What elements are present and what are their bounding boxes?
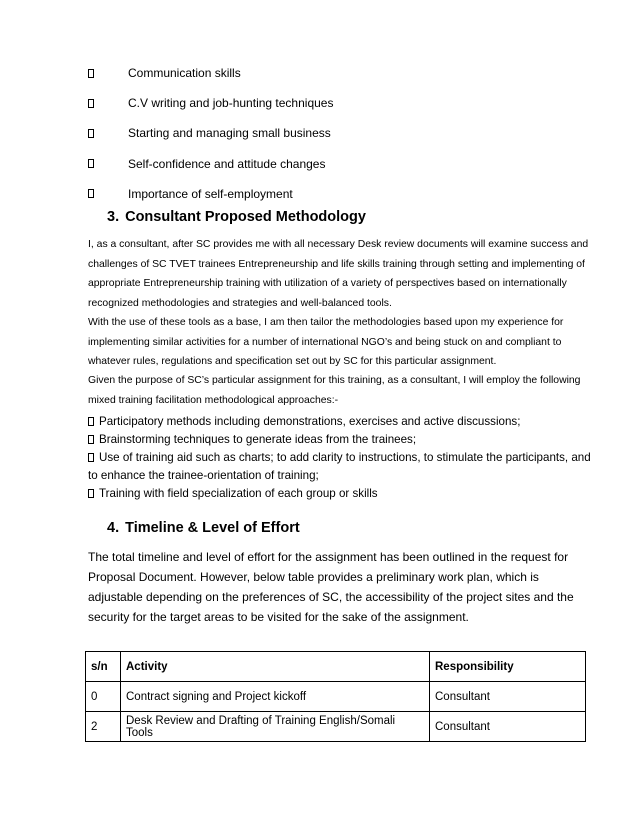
- list-item: [88, 88, 588, 118]
- cell-activity: Contract signing and Project kickoff: [121, 682, 430, 712]
- skill-text: C.V writing and job-hunting techniques: [128, 96, 334, 111]
- section-number: 4.: [107, 520, 120, 536]
- skill-text: Starting and managing small business: [128, 126, 331, 141]
- missing-glyph-icon: [88, 159, 94, 168]
- header-responsibility: Responsibility: [430, 652, 586, 682]
- cell-responsibility: Consultant: [430, 712, 586, 742]
- methodology-paragraph-3: Given the purpose of SC’s particular assignment for this training, as a consultant, I will employ the following mixed training facilitation methodological approaches:-: [88, 375, 581, 406]
- missing-glyph-icon: [88, 417, 94, 426]
- approach-text: Use of training aid such as charts; to add clarity to instructions, to stimulate the participants, and to enhance the trainee-orientation of training;: [88, 451, 591, 482]
- approach-text: Participatory methods including demonstrations, exercises and active discussions;: [99, 415, 521, 428]
- list-item: [88, 149, 588, 179]
- timeline-paragraph: The total timeline and level of effort for the assignment has been outlined in the request for Proposal Document. However, below table provides a preliminary work plan, which is adjustable depending on the preferences of SC, the accessibility of the project sites and the security for the target areas to be visited for the sake of the assignment.: [88, 550, 574, 624]
- list-item: [88, 179, 588, 209]
- table-header-row: [86, 652, 586, 682]
- cell-responsibility: Consultant: [430, 682, 586, 712]
- section-title: Consultant Proposed Methodology: [125, 209, 366, 225]
- approach-text: Training with field specialization of each group or skills: [99, 487, 378, 500]
- missing-glyph-icon: [88, 189, 94, 198]
- header-activity: Activity: [121, 652, 430, 682]
- section-3-heading: [107, 209, 366, 225]
- list-item: [88, 485, 593, 503]
- table-row: [86, 712, 586, 742]
- skill-text: Importance of self-employment: [128, 186, 293, 201]
- table-row: [86, 682, 586, 712]
- missing-glyph-icon: [88, 453, 94, 462]
- header-sn: s/n: [86, 652, 121, 682]
- missing-glyph-icon: [88, 129, 94, 138]
- list-item: [88, 118, 588, 148]
- methodology-paragraph-1: I, as a consultant, after SC provides me with all necessary Desk review documents will examine success and challenges of SC TVET trainees Entrepreneurship and life skills training through setting and implementing of appropriate Entrepreneurship training with utilization of a variety of perspectives based on internationally recognized methodologies and strategies and well-balanced tools.: [88, 239, 589, 309]
- section-4-heading: [107, 520, 300, 536]
- list-item: [88, 431, 593, 449]
- section-number: 3.: [107, 209, 120, 225]
- cell-sn: 2: [86, 712, 121, 742]
- skills-list: [88, 58, 588, 209]
- work-plan-table: [85, 651, 586, 742]
- methodology-paragraph-2: With the use of these tools as a base, I am then tailor the methodologies based upon my experience for implementing similar activities for a number of international NGO’s and being stuck on and compliant to whatever rules, regulations and specification set out by SC for this particular assignment.: [88, 317, 564, 367]
- approach-text: Brainstorming techniques to generate ideas from the trainees;: [99, 433, 417, 446]
- missing-glyph-icon: [88, 99, 94, 108]
- skill-text: Communication skills: [128, 66, 241, 81]
- list-item: [88, 413, 593, 431]
- cell-activity: Desk Review and Drafting of Training English/Somali Tools: [121, 712, 430, 742]
- missing-glyph-icon: [88, 489, 94, 498]
- missing-glyph-icon: [88, 435, 94, 444]
- section-title: Timeline & Level of Effort: [125, 520, 300, 536]
- skill-text: Self-confidence and attitude changes: [128, 156, 326, 171]
- missing-glyph-icon: [88, 69, 94, 78]
- list-item: [88, 58, 588, 88]
- approaches-list: [88, 413, 593, 503]
- cell-sn: 0: [86, 682, 121, 712]
- list-item: [88, 449, 593, 485]
